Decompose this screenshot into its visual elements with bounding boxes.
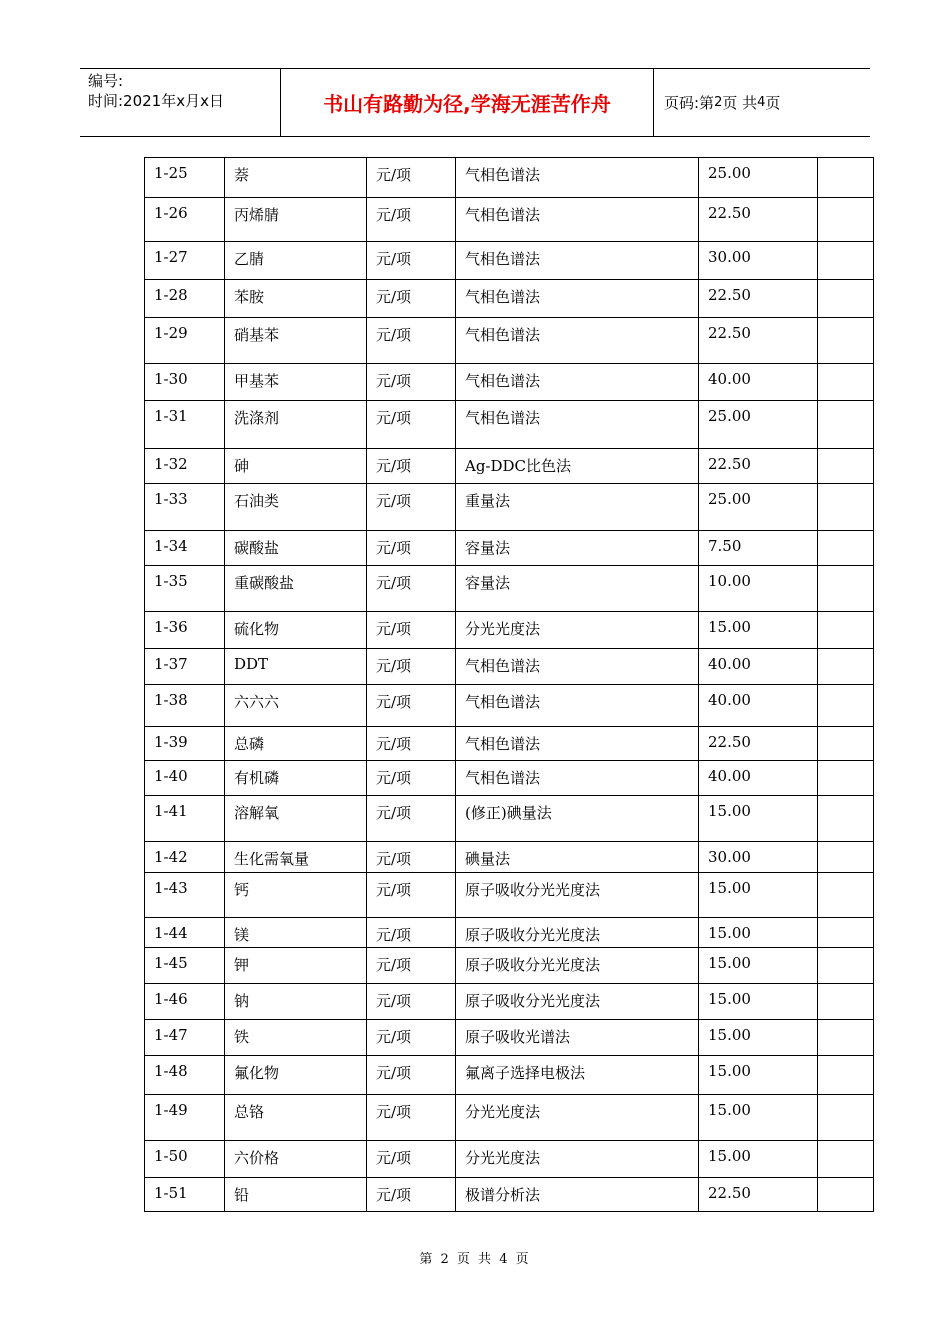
table-row bbox=[145, 1095, 874, 1141]
cell-note bbox=[818, 685, 874, 727]
cell-item: 六六六 bbox=[225, 685, 367, 727]
cell-note bbox=[818, 280, 874, 318]
cell-price: 40.00 bbox=[699, 685, 818, 727]
cell-code: 1-45 bbox=[145, 948, 225, 984]
cell-unit: 元/项 bbox=[367, 842, 456, 873]
cell-method: 极谱分析法 bbox=[456, 1178, 699, 1212]
cell-unit: 元/项 bbox=[367, 566, 456, 612]
cell-method: 气相色谱法 bbox=[456, 401, 699, 449]
cell-code: 1-33 bbox=[145, 484, 225, 531]
cell-unit: 元/项 bbox=[367, 364, 456, 401]
cell-unit: 元/项 bbox=[367, 158, 456, 198]
cell-method: 氟离子选择电极法 bbox=[456, 1056, 699, 1095]
cell-code: 1-37 bbox=[145, 649, 225, 685]
cell-unit: 元/项 bbox=[367, 449, 456, 484]
cell-method: 原子吸收分光光度法 bbox=[456, 948, 699, 984]
cell-item: 钠 bbox=[225, 984, 367, 1020]
cell-method: 原子吸收分光光度法 bbox=[456, 873, 699, 918]
cell-code: 1-46 bbox=[145, 984, 225, 1020]
cell-item: 硫化物 bbox=[225, 612, 367, 649]
cell-note bbox=[818, 484, 874, 531]
cell-code: 1-48 bbox=[145, 1056, 225, 1095]
cell-note bbox=[818, 531, 874, 566]
cell-method: 分光光度法 bbox=[456, 1141, 699, 1178]
cell-note bbox=[818, 796, 874, 842]
cell-method: 气相色谱法 bbox=[456, 242, 699, 280]
table-row bbox=[145, 1178, 874, 1212]
cell-price: 15.00 bbox=[699, 796, 818, 842]
cell-item: 砷 bbox=[225, 449, 367, 484]
cell-item: 萘 bbox=[225, 158, 367, 198]
cell-item: 钾 bbox=[225, 948, 367, 984]
cell-unit: 元/项 bbox=[367, 1178, 456, 1212]
cell-code: 1-50 bbox=[145, 1141, 225, 1178]
cell-note bbox=[818, 242, 874, 280]
cell-item: 铅 bbox=[225, 1178, 367, 1212]
cell-method: 分光光度法 bbox=[456, 1095, 699, 1141]
cell-code: 1-31 bbox=[145, 401, 225, 449]
cell-code: 1-35 bbox=[145, 566, 225, 612]
cell-note bbox=[818, 1095, 874, 1141]
page-suffix: 页 bbox=[765, 94, 781, 112]
table-row bbox=[145, 918, 874, 948]
document-time-label: 时间:2021年x月x日 bbox=[88, 92, 224, 110]
cell-item: 氟化物 bbox=[225, 1056, 367, 1095]
cell-price: 22.50 bbox=[699, 318, 818, 364]
cell-note bbox=[818, 873, 874, 918]
cell-price: 22.50 bbox=[699, 198, 818, 242]
cell-method: 原子吸收分光光度法 bbox=[456, 984, 699, 1020]
cell-code: 1-25 bbox=[145, 158, 225, 198]
cell-unit: 元/项 bbox=[367, 401, 456, 449]
cell-item: 溶解氧 bbox=[225, 796, 367, 842]
cell-note bbox=[818, 842, 874, 873]
cell-code: 1-26 bbox=[145, 198, 225, 242]
cell-price: 15.00 bbox=[699, 1095, 818, 1141]
cell-item: 苯胺 bbox=[225, 280, 367, 318]
cell-note bbox=[818, 401, 874, 449]
cell-price: 7.50 bbox=[699, 531, 818, 566]
table-row bbox=[145, 1020, 874, 1056]
cell-price: 40.00 bbox=[699, 761, 818, 796]
cell-unit: 元/项 bbox=[367, 318, 456, 364]
footer-suffix: 页 bbox=[515, 1252, 531, 1267]
cell-method: 气相色谱法 bbox=[456, 364, 699, 401]
table-row bbox=[145, 649, 874, 685]
cell-unit: 元/项 bbox=[367, 612, 456, 649]
header-motto: 书山有路勤为径,学海无涯苦作舟 bbox=[281, 69, 654, 136]
cell-note bbox=[818, 158, 874, 198]
cell-price: 15.00 bbox=[699, 612, 818, 649]
cell-method: 气相色谱法 bbox=[456, 649, 699, 685]
cell-unit: 元/项 bbox=[367, 948, 456, 984]
cell-method: 容量法 bbox=[456, 531, 699, 566]
cell-item: 镁 bbox=[225, 918, 367, 948]
table-row bbox=[145, 796, 874, 842]
cell-note bbox=[818, 727, 874, 761]
cell-item: 六价格 bbox=[225, 1141, 367, 1178]
table-row bbox=[145, 1141, 874, 1178]
cell-item: 甲基苯 bbox=[225, 364, 367, 401]
cell-method: 碘量法 bbox=[456, 842, 699, 873]
cell-code: 1-27 bbox=[145, 242, 225, 280]
table-row bbox=[145, 842, 874, 873]
header-page-indicator bbox=[654, 69, 870, 136]
cell-price: 15.00 bbox=[699, 873, 818, 918]
cell-code: 1-40 bbox=[145, 761, 225, 796]
cell-price: 15.00 bbox=[699, 1020, 818, 1056]
page-prefix: 页码:第 bbox=[664, 94, 715, 112]
table-row bbox=[145, 484, 874, 531]
cell-item: 石油类 bbox=[225, 484, 367, 531]
footer-current: 2 bbox=[440, 1252, 451, 1267]
cell-note bbox=[818, 948, 874, 984]
cell-note bbox=[818, 449, 874, 484]
table-row bbox=[145, 984, 874, 1020]
cell-unit: 元/项 bbox=[367, 280, 456, 318]
footer-mid: 页 共 bbox=[456, 1252, 494, 1267]
table-row bbox=[145, 612, 874, 649]
page-mid: 页 共 bbox=[722, 94, 758, 112]
cell-item: 重碳酸盐 bbox=[225, 566, 367, 612]
price-table-body bbox=[145, 158, 874, 1212]
cell-price: 22.50 bbox=[699, 449, 818, 484]
cell-note bbox=[818, 918, 874, 948]
cell-unit: 元/项 bbox=[367, 918, 456, 948]
cell-method: 分光光度法 bbox=[456, 612, 699, 649]
cell-method: 气相色谱法 bbox=[456, 727, 699, 761]
cell-unit: 元/项 bbox=[367, 1141, 456, 1178]
table-row bbox=[145, 761, 874, 796]
cell-code: 1-32 bbox=[145, 449, 225, 484]
cell-item: 洗涤剂 bbox=[225, 401, 367, 449]
cell-item: DDT bbox=[225, 649, 367, 685]
cell-item: 硝基苯 bbox=[225, 318, 367, 364]
cell-method: 气相色谱法 bbox=[456, 318, 699, 364]
cell-unit: 元/项 bbox=[367, 873, 456, 918]
cell-unit: 元/项 bbox=[367, 531, 456, 566]
cell-unit: 元/项 bbox=[367, 727, 456, 761]
cell-unit: 元/项 bbox=[367, 796, 456, 842]
cell-unit: 元/项 bbox=[367, 198, 456, 242]
cell-note bbox=[818, 761, 874, 796]
cell-note bbox=[818, 1020, 874, 1056]
cell-price: 15.00 bbox=[699, 918, 818, 948]
cell-code: 1-39 bbox=[145, 727, 225, 761]
cell-unit: 元/项 bbox=[367, 649, 456, 685]
cell-price: 22.50 bbox=[699, 280, 818, 318]
cell-unit: 元/项 bbox=[367, 1056, 456, 1095]
cell-price: 10.00 bbox=[699, 566, 818, 612]
cell-note bbox=[818, 198, 874, 242]
cell-price: 15.00 bbox=[699, 1141, 818, 1178]
cell-price: 40.00 bbox=[699, 649, 818, 685]
cell-note bbox=[818, 984, 874, 1020]
page-total: 4 bbox=[757, 95, 766, 110]
table-row bbox=[145, 198, 874, 242]
table-row bbox=[145, 873, 874, 918]
table-row bbox=[145, 531, 874, 566]
cell-item: 总铬 bbox=[225, 1095, 367, 1141]
table-row bbox=[145, 280, 874, 318]
cell-code: 1-28 bbox=[145, 280, 225, 318]
cell-method: 原子吸收分光光度法 bbox=[456, 918, 699, 948]
table-row bbox=[145, 364, 874, 401]
cell-item: 碳酸盐 bbox=[225, 531, 367, 566]
cell-method: 气相色谱法 bbox=[456, 158, 699, 198]
cell-code: 1-36 bbox=[145, 612, 225, 649]
cell-method: Ag-DDC比色法 bbox=[456, 449, 699, 484]
cell-method: 原子吸收光谱法 bbox=[456, 1020, 699, 1056]
cell-unit: 元/项 bbox=[367, 484, 456, 531]
cell-code: 1-47 bbox=[145, 1020, 225, 1056]
cell-item: 钙 bbox=[225, 873, 367, 918]
table-row bbox=[145, 401, 874, 449]
cell-item: 有机磷 bbox=[225, 761, 367, 796]
cell-code: 1-41 bbox=[145, 796, 225, 842]
cell-note bbox=[818, 1178, 874, 1212]
cell-note bbox=[818, 649, 874, 685]
table-row bbox=[145, 566, 874, 612]
cell-code: 1-34 bbox=[145, 531, 225, 566]
cell-price: 15.00 bbox=[699, 1056, 818, 1095]
table-row bbox=[145, 318, 874, 364]
cell-note bbox=[818, 364, 874, 401]
cell-method: 气相色谱法 bbox=[456, 280, 699, 318]
cell-code: 1-42 bbox=[145, 842, 225, 873]
price-table bbox=[144, 157, 874, 1212]
cell-unit: 元/项 bbox=[367, 242, 456, 280]
cell-price: 15.00 bbox=[699, 984, 818, 1020]
table-row bbox=[145, 242, 874, 280]
cell-method: 容量法 bbox=[456, 566, 699, 612]
cell-method: 气相色谱法 bbox=[456, 761, 699, 796]
cell-note bbox=[818, 1056, 874, 1095]
cell-item: 铁 bbox=[225, 1020, 367, 1056]
cell-note bbox=[818, 566, 874, 612]
header-meta bbox=[80, 69, 281, 136]
cell-unit: 元/项 bbox=[367, 1095, 456, 1141]
cell-price: 40.00 bbox=[699, 364, 818, 401]
page-header bbox=[80, 68, 870, 137]
cell-price: 25.00 bbox=[699, 401, 818, 449]
cell-unit: 元/项 bbox=[367, 761, 456, 796]
cell-price: 15.00 bbox=[699, 948, 818, 984]
table-row bbox=[145, 685, 874, 727]
cell-code: 1-49 bbox=[145, 1095, 225, 1141]
cell-note bbox=[818, 318, 874, 364]
cell-unit: 元/项 bbox=[367, 1020, 456, 1056]
cell-code: 1-43 bbox=[145, 873, 225, 918]
cell-item: 生化需氧量 bbox=[225, 842, 367, 873]
footer-total: 4 bbox=[499, 1252, 510, 1267]
cell-unit: 元/项 bbox=[367, 685, 456, 727]
cell-code: 1-44 bbox=[145, 918, 225, 948]
cell-price: 22.50 bbox=[699, 1178, 818, 1212]
cell-note bbox=[818, 612, 874, 649]
cell-method: 重量法 bbox=[456, 484, 699, 531]
table-row bbox=[145, 1056, 874, 1095]
cell-price: 22.50 bbox=[699, 727, 818, 761]
cell-unit: 元/项 bbox=[367, 984, 456, 1020]
cell-method: (修正)碘量法 bbox=[456, 796, 699, 842]
table-row bbox=[145, 449, 874, 484]
document-number-label: 编号: bbox=[88, 72, 124, 90]
cell-code: 1-51 bbox=[145, 1178, 225, 1212]
footer-prefix: 第 bbox=[419, 1252, 435, 1267]
cell-note bbox=[818, 1141, 874, 1178]
cell-method: 气相色谱法 bbox=[456, 198, 699, 242]
cell-code: 1-30 bbox=[145, 364, 225, 401]
cell-item: 乙腈 bbox=[225, 242, 367, 280]
cell-price: 25.00 bbox=[699, 484, 818, 531]
cell-code: 1-38 bbox=[145, 685, 225, 727]
cell-code: 1-29 bbox=[145, 318, 225, 364]
page-current: 2 bbox=[714, 95, 723, 110]
cell-price: 25.00 bbox=[699, 158, 818, 198]
table-row bbox=[145, 727, 874, 761]
cell-method: 气相色谱法 bbox=[456, 685, 699, 727]
cell-item: 丙烯腈 bbox=[225, 198, 367, 242]
cell-price: 30.00 bbox=[699, 242, 818, 280]
cell-item: 总磷 bbox=[225, 727, 367, 761]
table-row bbox=[145, 158, 874, 198]
cell-price: 30.00 bbox=[699, 842, 818, 873]
page-footer bbox=[0, 1248, 950, 1267]
table-row bbox=[145, 948, 874, 984]
